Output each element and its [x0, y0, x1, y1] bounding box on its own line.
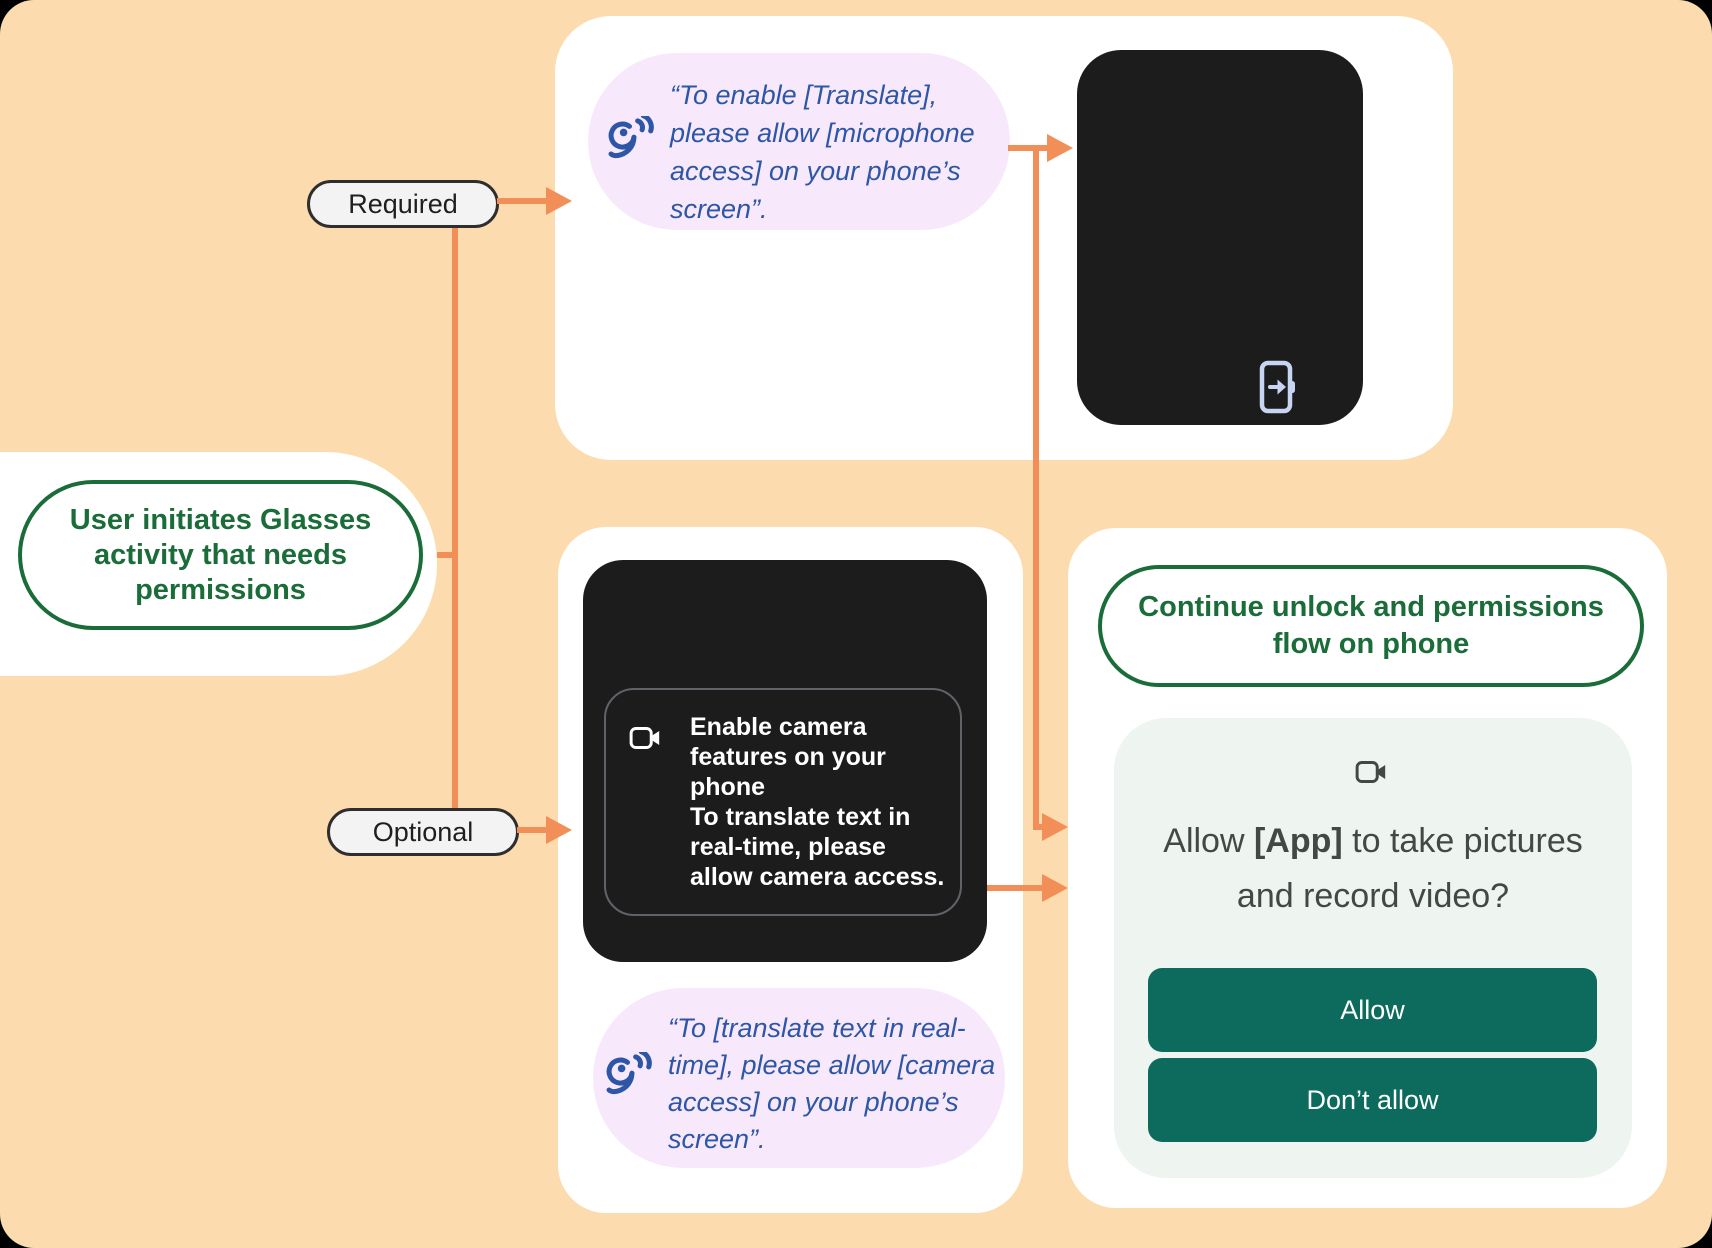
- voice-top-line1: “To enable [Translate],: [670, 80, 938, 110]
- videocam-icon: [629, 722, 665, 754]
- continue-node-pill: [1098, 565, 1644, 687]
- arrowhead-icon: [546, 187, 572, 215]
- voice-bottom-line4: screen”.: [668, 1124, 766, 1154]
- continue-node-line2: flow on phone: [1272, 628, 1470, 660]
- camera-prompt-line6: allow camera access.: [690, 863, 945, 891]
- allow-button[interactable]: Allow: [1148, 968, 1597, 1052]
- continue-node-line1: Continue unlock and permissions: [1138, 591, 1604, 623]
- camera-prompt-line4: To translate text in: [690, 803, 911, 831]
- camera-prompt-text: [690, 712, 944, 892]
- arrow-required-to-voice-prompt: [497, 198, 547, 204]
- connector-required-optional: [452, 228, 458, 808]
- camera-prompt-line3: phone: [690, 773, 765, 801]
- voice-bottom-line2: time], please allow [camera: [668, 1050, 996, 1080]
- connector-start-stub: [437, 552, 455, 558]
- videocam-icon: [1355, 756, 1391, 788]
- voice-prompt-top-text: [670, 76, 975, 228]
- camera-prompt-line2: features on your: [690, 743, 886, 771]
- glasses-display-blank: [1077, 50, 1363, 425]
- arrow-voice-to-glasses-screen: [1008, 145, 1050, 151]
- hearing-icon: [599, 1052, 655, 1102]
- dialog-title-app-placeholder: [App]: [1253, 822, 1343, 860]
- arrowhead-icon: [546, 816, 572, 844]
- camera-prompt-line1: Enable camera: [690, 713, 867, 741]
- arrowhead-icon: [1042, 874, 1068, 902]
- dialog-title-line2: and record video?: [1236, 877, 1510, 915]
- arrowhead-icon: [1042, 813, 1068, 841]
- arrow-camera-prompt-to-dialog: [987, 885, 1045, 891]
- camera-prompt-line5: real-time, please: [690, 833, 886, 861]
- voice-top-line3: access] on your phone’s: [670, 156, 961, 186]
- voice-bottom-line1: “To [translate text in real-: [668, 1013, 966, 1043]
- dialog-title: [1138, 814, 1608, 924]
- start-node-pill: [18, 480, 423, 630]
- voice-top-line2: please allow [microphone: [670, 118, 975, 148]
- start-node-line2: activity that needs: [93, 538, 348, 571]
- hearing-icon: [601, 116, 657, 166]
- arrow-optional-to-camera-prompt: [517, 827, 547, 833]
- start-node-line1: User initiates Glasses: [69, 503, 372, 536]
- dialog-title-prefix: Allow: [1163, 822, 1254, 860]
- optional-label: Optional: [372, 816, 474, 847]
- optional-label-pill: [327, 808, 519, 856]
- start-node-line3: permissions: [135, 573, 306, 606]
- phone-forward-icon: [1258, 360, 1298, 414]
- dont-allow-button[interactable]: Don’t allow: [1148, 1058, 1597, 1142]
- dialog-title-line1: [1138, 814, 1608, 869]
- voice-bottom-line3: access] on your phone’s: [668, 1087, 959, 1117]
- required-label: Required: [348, 188, 458, 219]
- dialog-title-suffix: to take pictures: [1342, 822, 1583, 860]
- arrowhead-icon: [1047, 134, 1073, 162]
- voice-prompt-bottom-text: [668, 1010, 995, 1158]
- connector-voice-to-dialog-vertical: [1033, 145, 1039, 830]
- required-label-pill: [307, 180, 499, 228]
- voice-top-line4: screen”.: [670, 194, 768, 224]
